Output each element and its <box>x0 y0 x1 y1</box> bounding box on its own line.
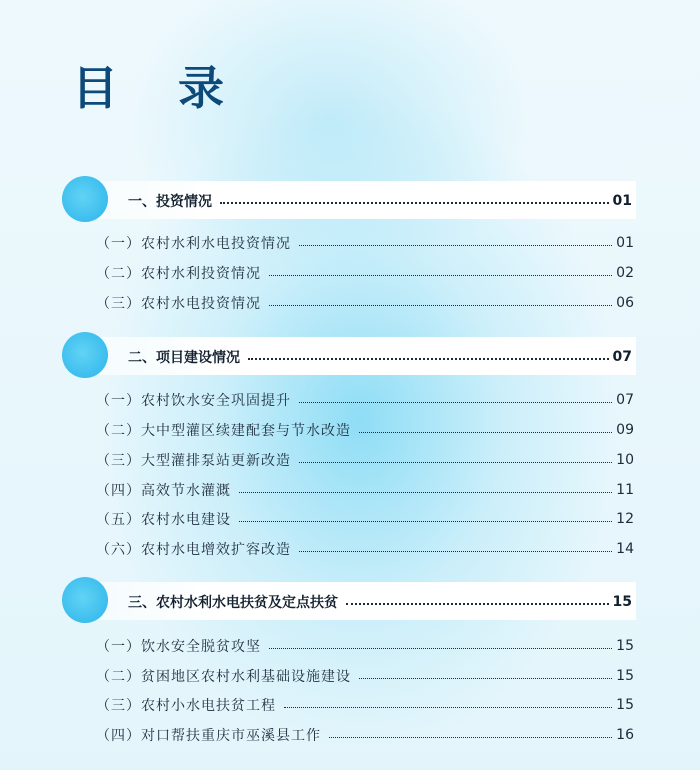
toc-item-page: 07 <box>616 392 634 408</box>
dot-leader <box>346 603 609 605</box>
toc-item[interactable] <box>96 262 634 284</box>
dot-leader <box>239 521 612 522</box>
toc-item[interactable] <box>96 538 634 560</box>
toc-item-label: （四）对口帮扶重庆市巫溪县工作 <box>96 728 321 744</box>
toc-item[interactable] <box>96 665 634 687</box>
toc-item-page: 09 <box>616 422 634 438</box>
toc-item-label: （一）农村水利水电投资情况 <box>96 236 291 252</box>
section-page-number: 01 <box>612 193 632 209</box>
section-heading: 三、农村水利水电扶贫及定点扶贫 <box>128 595 338 611</box>
dot-leader <box>269 275 612 276</box>
dot-leader <box>220 202 609 204</box>
circle-bullet-icon <box>62 577 108 623</box>
toc-item-label: （一）饮水安全脱贫攻坚 <box>96 639 261 655</box>
circle-bullet-icon <box>62 332 108 378</box>
toc-item-page: 16 <box>616 727 634 743</box>
toc-section-1[interactable] <box>62 176 636 224</box>
dot-leader <box>359 678 612 679</box>
circle-bullet-icon <box>62 176 108 222</box>
dot-leader <box>299 462 612 463</box>
toc-item-label: （一）农村饮水安全巩固提升 <box>96 393 291 409</box>
toc-item[interactable] <box>96 479 634 501</box>
page-title: 目 录 <box>72 61 247 115</box>
toc-item-page: 02 <box>616 265 634 281</box>
dot-leader <box>239 492 612 493</box>
toc-item-label: （三）农村水电投资情况 <box>96 296 261 312</box>
section-heading: 二、项目建设情况 <box>128 350 240 366</box>
toc-item-page: 01 <box>616 235 634 251</box>
toc-item[interactable] <box>96 694 634 716</box>
dot-leader <box>269 648 612 649</box>
toc-item-label: （三）农村小水电扶贫工程 <box>96 698 276 714</box>
toc-section-2[interactable] <box>62 332 636 380</box>
toc-item-page: 11 <box>616 482 634 498</box>
toc-item-label: （二）农村水利投资情况 <box>96 266 261 282</box>
section-page-number: 07 <box>612 349 632 365</box>
toc-item[interactable] <box>96 724 634 746</box>
toc-item-page: 15 <box>616 668 634 684</box>
toc-item-page: 14 <box>616 541 634 557</box>
toc-item-label: （二）贫困地区农村水利基础设施建设 <box>96 669 351 685</box>
toc-item[interactable] <box>96 389 634 411</box>
section-page-number: 15 <box>612 594 632 610</box>
dot-leader <box>299 402 612 403</box>
toc-item-page: 10 <box>616 452 634 468</box>
toc-item-label: （二）大中型灌区续建配套与节水改造 <box>96 423 351 439</box>
dot-leader <box>359 432 612 433</box>
dot-leader <box>299 551 612 552</box>
toc-item[interactable] <box>96 419 634 441</box>
dot-leader <box>248 358 609 360</box>
toc-item-label: （三）大型灌排泵站更新改造 <box>96 453 291 469</box>
toc-item[interactable] <box>96 449 634 471</box>
toc-item[interactable] <box>96 292 634 314</box>
toc-item-page: 12 <box>616 511 634 527</box>
dot-leader <box>284 707 612 708</box>
toc-item[interactable] <box>96 232 634 254</box>
toc-item-label: （六）农村水电增效扩容改造 <box>96 542 291 558</box>
toc-item-label: （五）农村水电建设 <box>96 512 231 528</box>
toc-item-page: 15 <box>616 638 634 654</box>
toc-section-3[interactable] <box>62 577 636 625</box>
toc-item[interactable] <box>96 635 634 657</box>
section-heading: 一、投资情况 <box>128 194 212 210</box>
toc-item[interactable] <box>96 508 634 530</box>
dot-leader <box>329 737 612 738</box>
dot-leader <box>299 245 612 246</box>
toc-item-label: （四）高效节水灌溉 <box>96 483 231 499</box>
toc-item-page: 06 <box>616 295 634 311</box>
dot-leader <box>269 305 612 306</box>
toc-item-page: 15 <box>616 697 634 713</box>
